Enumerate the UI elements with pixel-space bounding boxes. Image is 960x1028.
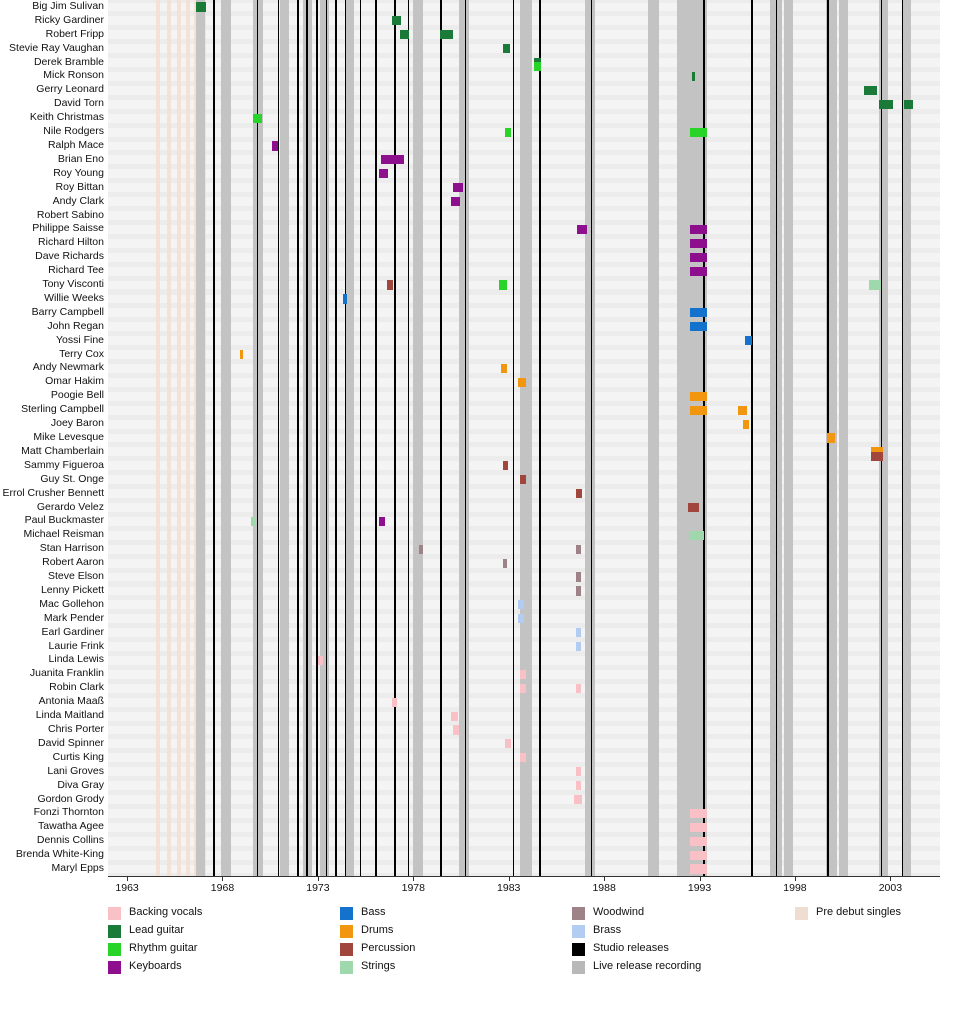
x-axis-tick — [890, 876, 891, 881]
row-label: Gerardo Velez — [36, 500, 104, 513]
contribution-mark — [576, 586, 582, 595]
studio-release-line — [881, 0, 883, 876]
legend-label: Brass — [593, 924, 622, 936]
legend — [0, 905, 960, 1023]
contribution-mark — [534, 62, 542, 71]
x-axis-tick — [700, 876, 701, 881]
contribution-mark — [743, 420, 749, 429]
row-label: Joey Baron — [50, 417, 104, 430]
row-label: Fonzi Thornton — [33, 806, 104, 819]
contribution-mark — [745, 336, 752, 345]
legend-swatch-icon — [795, 907, 808, 920]
row-label: Richard Tee — [48, 264, 104, 277]
row-label-axis — [0, 0, 108, 876]
contribution-mark — [518, 614, 524, 623]
contribution-mark — [690, 837, 707, 846]
row-label: Brian Eno — [57, 152, 104, 165]
row-label: Mike Levesque — [33, 431, 104, 443]
legend-label: Woodwind — [593, 906, 645, 918]
contribution-mark — [379, 169, 388, 178]
x-axis-tick-label: 2003 — [878, 882, 903, 894]
contribution-mark — [518, 378, 526, 387]
studio-release-line — [591, 0, 593, 876]
contribution-mark — [738, 406, 748, 415]
contribution-mark — [869, 280, 880, 289]
pre-debut-singles-band — [156, 0, 160, 876]
studio-release-line — [306, 0, 308, 876]
row-label: Stevie Ray Vaughan — [9, 41, 104, 54]
row-label: Ralph Mace — [47, 139, 104, 151]
live-release-band — [839, 0, 849, 876]
x-axis-tick — [795, 876, 796, 881]
studio-release-line — [776, 0, 778, 876]
legend-label: Percussion — [361, 942, 416, 954]
x-axis-tick-label: 1998 — [783, 882, 807, 894]
studio-release-line — [345, 0, 347, 876]
legend-label: Lead guitar — [129, 924, 185, 936]
plot-region — [108, 0, 940, 876]
live-release-band — [520, 0, 531, 876]
contribution-mark — [576, 684, 582, 693]
contribution-mark — [381, 155, 404, 164]
contribution-mark — [318, 656, 323, 665]
contribution-mark — [827, 433, 835, 442]
contribution-mark — [576, 628, 582, 637]
studio-release-line — [257, 0, 259, 876]
contribution-mark — [577, 225, 587, 234]
row-label: Ricky Gardiner — [34, 13, 104, 26]
row-label: Curtis King — [52, 750, 104, 763]
row-label: Keith Christmas — [29, 111, 104, 124]
x-axis-tick — [604, 876, 605, 881]
row-label: Mick Ronson — [43, 69, 104, 82]
studio-release-line — [751, 0, 753, 876]
legend-label: Studio releases — [593, 942, 669, 954]
row-label: Terry Cox — [59, 347, 104, 360]
live-release-band — [280, 0, 290, 876]
row-label: Barry Campbell — [31, 305, 104, 318]
contribution-mark — [503, 559, 507, 568]
row-label: Chris Porter — [47, 723, 104, 735]
x-axis-tick-label: 1968 — [210, 882, 235, 894]
contribution-mark — [251, 517, 255, 526]
contribution-mark — [505, 739, 511, 748]
legend-swatch-icon — [340, 907, 353, 920]
row-label: Earl Gardiner — [41, 625, 104, 638]
row-label: Gordon Grody — [37, 792, 104, 805]
row-label: Laurie Frink — [48, 639, 104, 652]
row-label: Omar Hakim — [45, 375, 104, 388]
live-release-band — [413, 0, 423, 876]
studio-release-line — [394, 0, 396, 876]
row-label: Willie Weeks — [44, 291, 104, 304]
legend-swatch-icon — [572, 907, 585, 920]
contribution-mark — [451, 712, 458, 721]
row-label: Richard Hilton — [38, 236, 104, 249]
row-label: Sterling Campbell — [21, 403, 104, 416]
row-label: Robert Fripp — [45, 27, 104, 40]
row-label: Derek Bramble — [33, 55, 104, 68]
legend-swatch-icon — [108, 907, 121, 920]
row-label: Andy Clark — [52, 194, 104, 207]
legend-swatch-icon — [340, 925, 353, 938]
pre-debut-singles-band — [167, 0, 171, 876]
row-label: Brenda White-King — [15, 848, 104, 861]
legend-label: Live release recording — [593, 960, 702, 972]
contribution-mark — [690, 851, 707, 860]
contribution-mark — [690, 864, 707, 873]
row-label: Guy St. Onge — [40, 472, 104, 485]
row-label: Dave Richards — [35, 250, 104, 263]
legend-swatch-icon — [108, 925, 121, 938]
x-axis-tick — [127, 876, 128, 881]
studio-release-line — [278, 0, 280, 876]
row-label: Philippe Saisse — [32, 222, 104, 235]
row-label: Diva Gray — [57, 778, 104, 791]
live-release-band — [784, 0, 794, 876]
row-label: Roy Young — [53, 166, 104, 179]
legend-swatch-icon — [572, 961, 585, 974]
legend-swatch-icon — [340, 943, 353, 956]
contribution-mark — [690, 308, 707, 317]
row-label: David Torn — [54, 97, 104, 110]
studio-release-line — [360, 0, 362, 876]
row-label: Roy Bittan — [55, 180, 104, 193]
contribution-mark — [690, 406, 707, 415]
row-label: Linda Maitland — [35, 709, 104, 722]
contribution-mark — [196, 2, 206, 11]
live-release-band — [196, 0, 206, 876]
studio-release-line — [902, 0, 904, 876]
contribution-mark — [419, 545, 423, 554]
contribution-mark — [453, 725, 459, 734]
contribution-mark — [576, 781, 582, 790]
row-label: David Spinner — [38, 736, 104, 749]
contribution-mark — [379, 517, 385, 526]
contribution-mark — [871, 452, 882, 461]
legend-label: Keyboards — [129, 960, 182, 972]
contribution-mark — [400, 30, 410, 39]
contribution-mark — [387, 280, 394, 289]
studio-release-line — [335, 0, 337, 876]
row-label: Gerry Leonard — [36, 83, 104, 96]
row-label: Antonia Maaß — [38, 695, 104, 708]
contribution-mark — [690, 809, 707, 818]
pre-debut-singles-band — [177, 0, 181, 876]
contribution-mark — [520, 670, 526, 679]
contribution-mark — [690, 267, 707, 276]
row-label: Poogie Bell — [50, 389, 104, 402]
row-label: Michael Reisman — [23, 528, 104, 541]
contribution-mark — [690, 322, 707, 331]
row-label: Tawatha Agee — [38, 820, 104, 833]
row-label: Steve Elson — [47, 570, 104, 583]
row-label: Paul Buckmaster — [24, 514, 104, 527]
contribution-mark — [690, 531, 704, 540]
legend-label: Bass — [361, 906, 386, 918]
contribution-mark — [253, 114, 262, 123]
row-label: John Regan — [47, 319, 104, 332]
contribution-mark — [520, 684, 526, 693]
studio-release-line — [408, 0, 410, 876]
contribution-mark — [692, 72, 695, 81]
row-label: Stan Harrison — [39, 542, 104, 555]
row-label: Tony Visconti — [42, 278, 104, 291]
studio-release-line — [539, 0, 541, 876]
contribution-mark — [576, 767, 582, 776]
row-label: Lani Groves — [47, 764, 104, 777]
contribution-mark — [272, 141, 278, 150]
row-label: Andy Newmark — [32, 361, 104, 374]
row-label: Yossi Fine — [55, 333, 104, 346]
contribution-mark — [576, 489, 583, 498]
legend-label: Backing vocals — [129, 906, 203, 918]
legend-swatch-icon — [108, 943, 121, 956]
row-label: Juanita Franklin — [29, 667, 104, 680]
row-label: Lenny Pickett — [40, 583, 104, 596]
row-label: Nile Rodgers — [43, 125, 104, 138]
studio-release-line — [375, 0, 377, 876]
row-label: Dennis Collins — [36, 834, 104, 847]
contribution-mark — [574, 795, 583, 804]
contribution-mark — [690, 239, 707, 248]
row-label: Errol Crusher Bennett — [2, 486, 104, 499]
legend-label: Rhythm guitar — [129, 942, 198, 954]
x-axis-tick-label: 1963 — [115, 882, 139, 894]
pre-debut-singles-band — [186, 0, 190, 876]
contribution-mark — [520, 475, 526, 484]
row-label: Robert Sabino — [36, 208, 104, 221]
x-axis — [108, 876, 940, 902]
x-axis-tick-label: 1988 — [592, 882, 616, 894]
row-label: Sammy Figueroa — [24, 458, 104, 471]
x-axis-tick — [413, 876, 414, 881]
row-label: Robert Aaron — [42, 556, 104, 569]
contribution-mark — [576, 572, 582, 581]
studio-release-line — [513, 0, 515, 876]
contribution-mark — [451, 197, 460, 206]
contribution-mark — [688, 503, 698, 512]
contribution-mark — [690, 823, 707, 832]
row-label: Robin Clark — [49, 681, 104, 694]
studio-release-line — [440, 0, 442, 876]
contribution-mark — [690, 392, 707, 401]
contribution-mark — [440, 30, 453, 39]
legend-swatch-icon — [108, 961, 121, 974]
contribution-mark — [690, 128, 707, 137]
contribution-mark — [690, 253, 707, 262]
contribution-mark — [453, 183, 463, 192]
x-axis-tick-label: 1978 — [401, 882, 425, 894]
contribution-mark — [392, 698, 397, 707]
x-axis-tick — [318, 876, 319, 881]
legend-swatch-icon — [572, 943, 585, 956]
contribution-mark — [576, 642, 582, 651]
contribution-mark — [576, 545, 582, 554]
studio-release-line — [465, 0, 467, 876]
legend-label: Drums — [361, 924, 394, 936]
row-label: Big Jim Sulivan — [32, 0, 104, 12]
contribution-mark — [520, 753, 526, 762]
contribution-mark — [240, 350, 244, 359]
contribution-mark — [864, 86, 877, 95]
contribution-mark — [690, 225, 707, 234]
legend-label: Strings — [361, 960, 396, 972]
contribution-mark — [392, 16, 401, 25]
legend-swatch-icon — [572, 925, 585, 938]
contribution-mark — [503, 44, 510, 53]
studio-release-line — [326, 0, 328, 876]
studio-release-line — [213, 0, 215, 876]
contribution-mark — [904, 100, 914, 109]
studio-release-line — [316, 0, 318, 876]
contribution-mark — [518, 600, 524, 609]
contribution-mark — [505, 128, 511, 137]
legend-label: Pre debut singles — [816, 906, 901, 918]
row-label: Maryl Epps — [51, 862, 104, 875]
contribution-mark — [503, 461, 508, 470]
legend-swatch-icon — [340, 961, 353, 974]
contribution-mark — [343, 294, 348, 303]
x-axis-tick-label: 1993 — [687, 882, 712, 894]
contribution-mark — [499, 280, 507, 289]
row-label: Matt Chamberlain — [21, 444, 104, 457]
x-axis-tick — [509, 876, 510, 881]
row-label: Mac Gollehon — [39, 597, 104, 610]
x-axis-tick-label: 1983 — [497, 882, 521, 894]
contribution-mark — [879, 100, 893, 109]
live-release-band — [221, 0, 231, 876]
contribution-mark — [501, 364, 507, 373]
studio-release-line — [297, 0, 299, 876]
x-axis-tick-label: 1973 — [306, 882, 330, 894]
row-label: Mark Pender — [43, 611, 104, 624]
live-release-band — [648, 0, 659, 876]
row-label: Linda Lewis — [48, 653, 104, 666]
x-axis-tick — [222, 876, 223, 881]
